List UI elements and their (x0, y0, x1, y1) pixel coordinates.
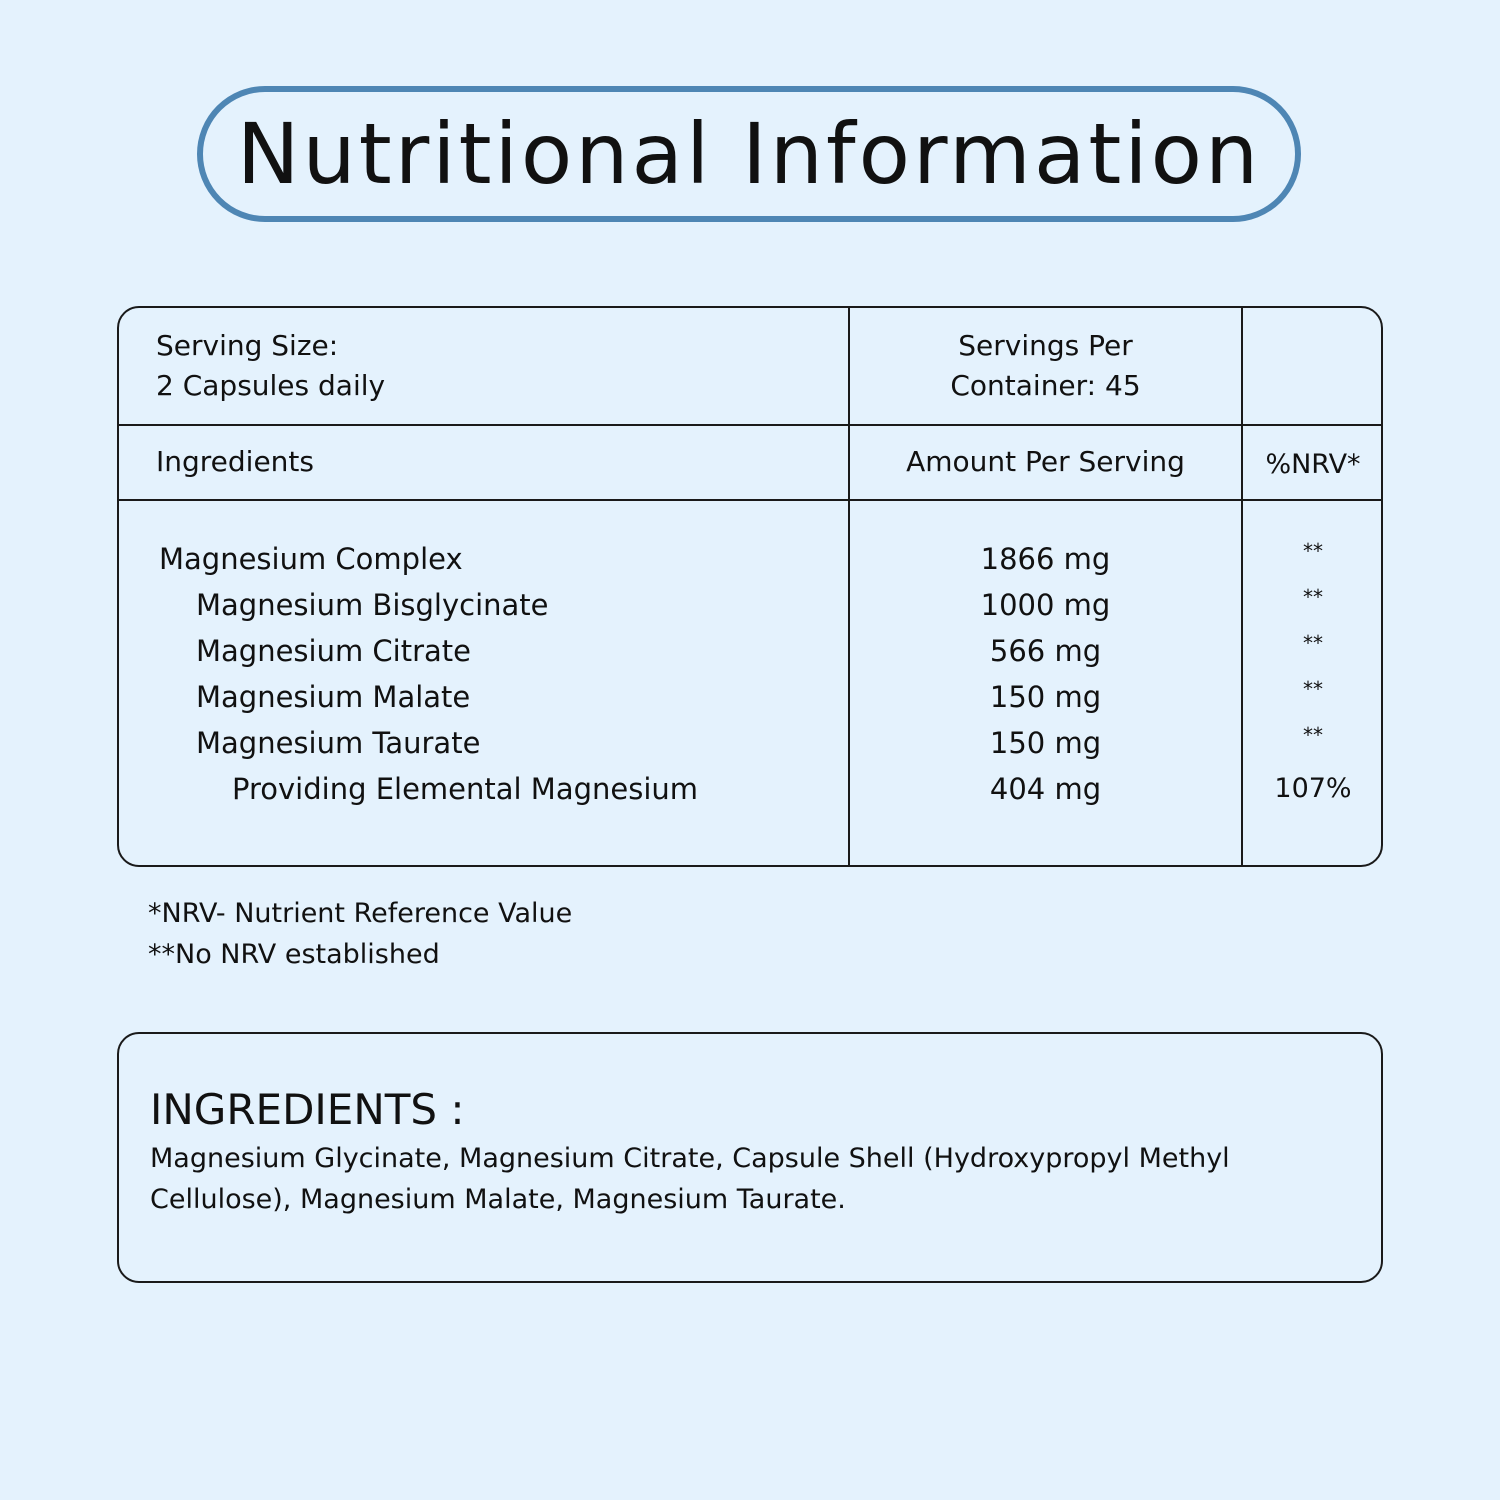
table-row (119, 536, 1381, 582)
row-nrv: ** (1303, 631, 1323, 655)
table-row (119, 582, 1381, 628)
ingredients-box (117, 1032, 1383, 1283)
header-nrv: %NRV* (1265, 449, 1361, 480)
ingredients-heading: INGREDIENTS : (150, 1085, 465, 1134)
serving-size-value: 2 Capsules daily (156, 369, 386, 402)
page-title: Nutritional Information (236, 105, 1262, 203)
servings-per-container-line2: Container: 45 (950, 369, 1141, 402)
servings-per-container-cell (850, 326, 1241, 406)
serving-size-cell (156, 326, 385, 406)
row-amount: 404 mg (989, 772, 1102, 806)
row-ingredient-name: Magnesium Bisglycinate (196, 588, 549, 622)
ingredients-list-line: Magnesium Glycinate, Magnesium Citrate, Capsule Shell (Hydroxypropyl Methyl (150, 1143, 1230, 1174)
header-ingredients: Ingredients (156, 445, 314, 478)
table-row (119, 674, 1381, 720)
row-ingredient-name: Magnesium Taurate (196, 726, 481, 760)
servings-per-container-line1: Servings Per (958, 329, 1133, 362)
row-ingredient-name: Magnesium Malate (196, 680, 471, 714)
row-nrv: ** (1303, 585, 1323, 609)
ingredients-list-line: Cellulose), Magnesium Malate, Magnesium Taurate. (150, 1184, 846, 1215)
row-divider-serving (119, 424, 1381, 426)
table-row (119, 628, 1381, 674)
title-banner (197, 86, 1301, 222)
row-nrv: ** (1303, 723, 1323, 747)
nutrition-table (117, 306, 1383, 867)
table-row (119, 766, 1381, 812)
row-amount: 150 mg (989, 680, 1102, 714)
row-nrv: 107% (1274, 773, 1352, 804)
row-nrv: ** (1303, 539, 1323, 563)
table-row (119, 720, 1381, 766)
header-amount-per-serving: Amount Per Serving (906, 445, 1185, 478)
row-nrv: ** (1303, 677, 1323, 701)
footnotes (148, 893, 572, 975)
serving-size-label: Serving Size: (156, 329, 339, 362)
ingredients-list (150, 1138, 1350, 1220)
row-divider-header (119, 499, 1381, 501)
row-amount: 1866 mg (980, 542, 1111, 576)
row-ingredient-name: Providing Elemental Magnesium (232, 772, 699, 806)
row-ingredient-name: Magnesium Complex (159, 542, 463, 576)
row-amount: 566 mg (989, 634, 1102, 668)
row-ingredient-name: Magnesium Citrate (196, 634, 472, 668)
footnote-nrv-definition: *NRV- Nutrient Reference Value (148, 898, 573, 929)
row-amount: 1000 mg (980, 588, 1111, 622)
row-amount: 150 mg (989, 726, 1102, 760)
footnote-no-nrv: **No NRV established (148, 939, 440, 970)
